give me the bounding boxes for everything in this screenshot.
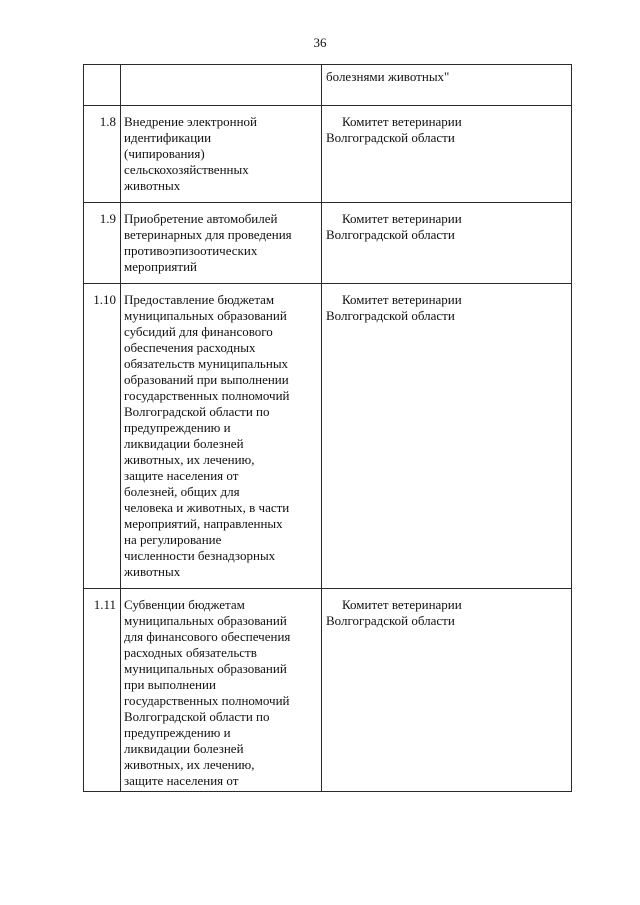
- executor-line: Комитет ветеринарии: [342, 114, 462, 129]
- measure-name-line: Предоставление бюджетам: [124, 292, 275, 307]
- measure-name-line: при выполнении: [124, 677, 216, 692]
- measure-name-line: противоэпизоотических: [124, 243, 258, 258]
- executor-cell: [322, 284, 572, 589]
- measure-name-line: Волгоградской области по: [124, 709, 270, 724]
- executor-cell: болезнями животных": [322, 65, 572, 106]
- executor-line: Комитет ветеринарии: [342, 597, 462, 612]
- executor-cell: [322, 106, 572, 203]
- measure-name-line: муниципальных образований: [124, 308, 287, 323]
- measure-name-line: на регулирование: [124, 532, 222, 547]
- row-number-cell: 1.9: [84, 203, 121, 284]
- measure-name-line: Субвенции бюджетам: [124, 597, 245, 612]
- measure-name-line: обеспечения расходных: [124, 340, 256, 355]
- measure-name-line: субсидий для финансового: [124, 324, 273, 339]
- executor-line: Волгоградской области: [326, 227, 455, 242]
- measure-name-cell: [121, 106, 322, 203]
- measure-name-line: государственных полномочий: [124, 693, 290, 708]
- measure-name-line: расходных обязательств: [124, 645, 257, 660]
- measure-name-line: Приобретение автомобилей: [124, 211, 278, 226]
- row-number-cell: 1.8: [84, 106, 121, 203]
- executor-line: Комитет ветеринарии: [342, 211, 462, 226]
- row-number-cell: 1.11: [84, 589, 121, 792]
- measure-name-line: численности безнадзорных: [124, 548, 276, 563]
- measure-name-cell: [121, 65, 322, 106]
- measure-name-line: мероприятий: [124, 259, 197, 274]
- row-number-cell: [84, 65, 121, 106]
- measure-name-line: защите населения от: [124, 468, 239, 483]
- measure-name-cell: [121, 284, 322, 589]
- executor-line: Волгоградской области: [326, 308, 455, 323]
- measure-name-line: животных, их лечению,: [124, 452, 255, 467]
- measure-name-line: животных: [124, 564, 181, 579]
- table-row: [84, 284, 572, 589]
- measure-name-line: сельскохозяйственных: [124, 162, 249, 177]
- table-row: [84, 203, 572, 284]
- measure-name-line: ликвидации болезней: [124, 741, 244, 756]
- executor-line: Волгоградской области: [326, 613, 455, 628]
- measure-name-line: идентификации: [124, 130, 212, 145]
- measure-name-line: защите населения от: [124, 773, 239, 788]
- measure-name-line: для финансового обеспечения: [124, 629, 291, 644]
- measure-name-line: государственных полномочий: [124, 388, 290, 403]
- table-row-continuation: [84, 65, 572, 106]
- measure-name-line: животных, их лечению,: [124, 757, 255, 772]
- measure-name-line: мероприятий, направленных: [124, 516, 283, 531]
- measure-name-cell: [121, 589, 322, 792]
- table-row: [84, 589, 572, 792]
- row-number-cell: 1.10: [84, 284, 121, 589]
- measure-name-line: (чипирования): [124, 146, 205, 161]
- executor-line: Волгоградской области: [326, 130, 455, 145]
- executor-line: Комитет ветеринарии: [342, 292, 462, 307]
- measure-name-line: обязательств муниципальных: [124, 356, 289, 371]
- measure-name-line: животных: [124, 178, 181, 193]
- measure-name-line: предупреждению и: [124, 725, 231, 740]
- measure-name-line: предупреждению и: [124, 420, 231, 435]
- measure-name-line: ветеринарных для проведения: [124, 227, 292, 242]
- measure-name-line: муниципальных образований: [124, 661, 287, 676]
- page-number: 36: [313, 35, 327, 50]
- measure-name-line: человека и животных, в части: [124, 500, 290, 515]
- measures-table: [83, 64, 572, 792]
- table-row: [84, 106, 572, 203]
- measure-name-line: болезней, общих для: [124, 484, 240, 499]
- measure-name-line: образований при выполнении: [124, 372, 289, 387]
- measure-name-line: муниципальных образований: [124, 613, 287, 628]
- executor-cell: [322, 203, 572, 284]
- measure-name-line: Внедрение электронной: [124, 114, 258, 129]
- measure-name-line: ликвидации болезней: [124, 436, 244, 451]
- measure-name-line: Волгоградской области по: [124, 404, 270, 419]
- measure-name-cell: [121, 203, 322, 284]
- executor-cell: [322, 589, 572, 792]
